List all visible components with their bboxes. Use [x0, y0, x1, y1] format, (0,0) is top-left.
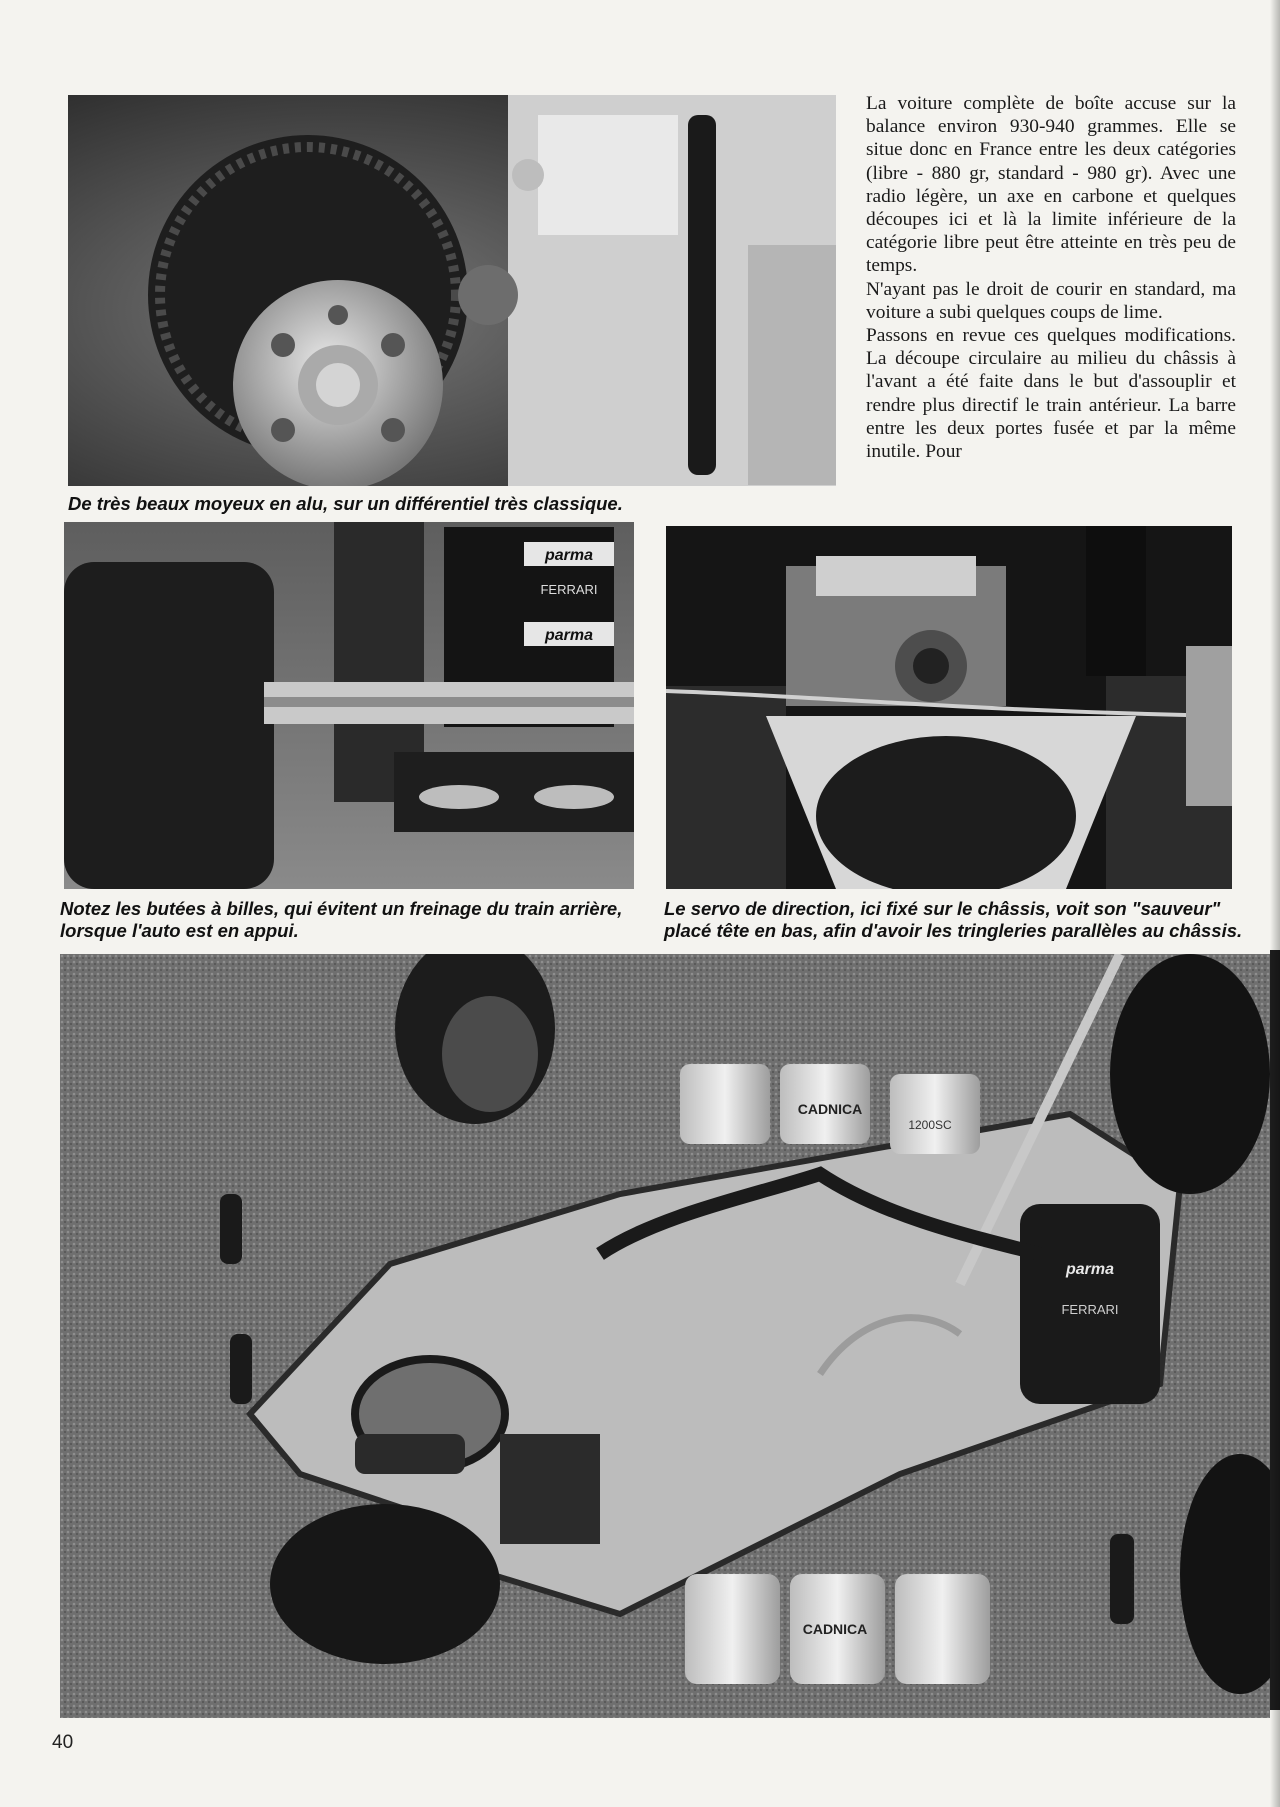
motor-brand-label-2: parma — [544, 627, 594, 644]
battery-brand-label-2: CADNICA — [802, 1621, 868, 1637]
battery-brand-label: CADNICA — [797, 1101, 863, 1117]
motor-model-label: FERRARI — [540, 582, 598, 597]
page-number: 40 — [52, 1732, 74, 1753]
caption-rear-stops: Notez les butées à billes, qui évitent un freinage du train arrière, lorsque l'auto est en appui. — [60, 898, 623, 941]
photo-rear-axle — [64, 522, 634, 889]
battery-cell-label: 1200SC — [908, 1118, 952, 1132]
article-paragraph: Passons en revue ces quelques modifications. La découpe circulaire au milieu du châssis à l'avant a été faite dans le but d'assouplir et rendre plus directif le train antérieur. La barre entre les deux portes fusée et par la même inutile. Pour — [866, 325, 1236, 463]
page-edge-shadow — [1270, 0, 1280, 1807]
photo-full-chassis — [60, 954, 1270, 1718]
photo-differential-hub — [68, 95, 836, 486]
article-text — [866, 92, 1236, 463]
chassis-motor-brand: parma — [1065, 1261, 1115, 1278]
article-paragraph: La voiture complète de boîte accuse sur la balance environ 930-940 grammes. Elle se situe donc en France entre les deux catégories (libre - 880 gr, standard - 980 gr). Avec une radio légère, un axe en carbone et quelques découpes ici et là la limite inférieure de la catégorie libre peut être atteinte en très peu de temps. — [866, 93, 1236, 277]
photo-steering-servo — [666, 526, 1232, 889]
motor-brand-label: parma — [544, 547, 594, 564]
chassis-motor-model: FERRARI — [1061, 1302, 1119, 1317]
article-paragraph: N'ayant pas le droit de courir en standard, ma voiture a subi quelques coups de lime. — [866, 278, 1236, 323]
caption-differential: De très beaux moyeux en alu, sur un différentiel très classique. — [68, 493, 623, 514]
caption-steering-servo: Le servo de direction, ici fixé sur le châssis, voit son "sauveur" placé tête en bas, afin d'avoir les tringleries parallèles au châssis. — [664, 898, 1243, 941]
